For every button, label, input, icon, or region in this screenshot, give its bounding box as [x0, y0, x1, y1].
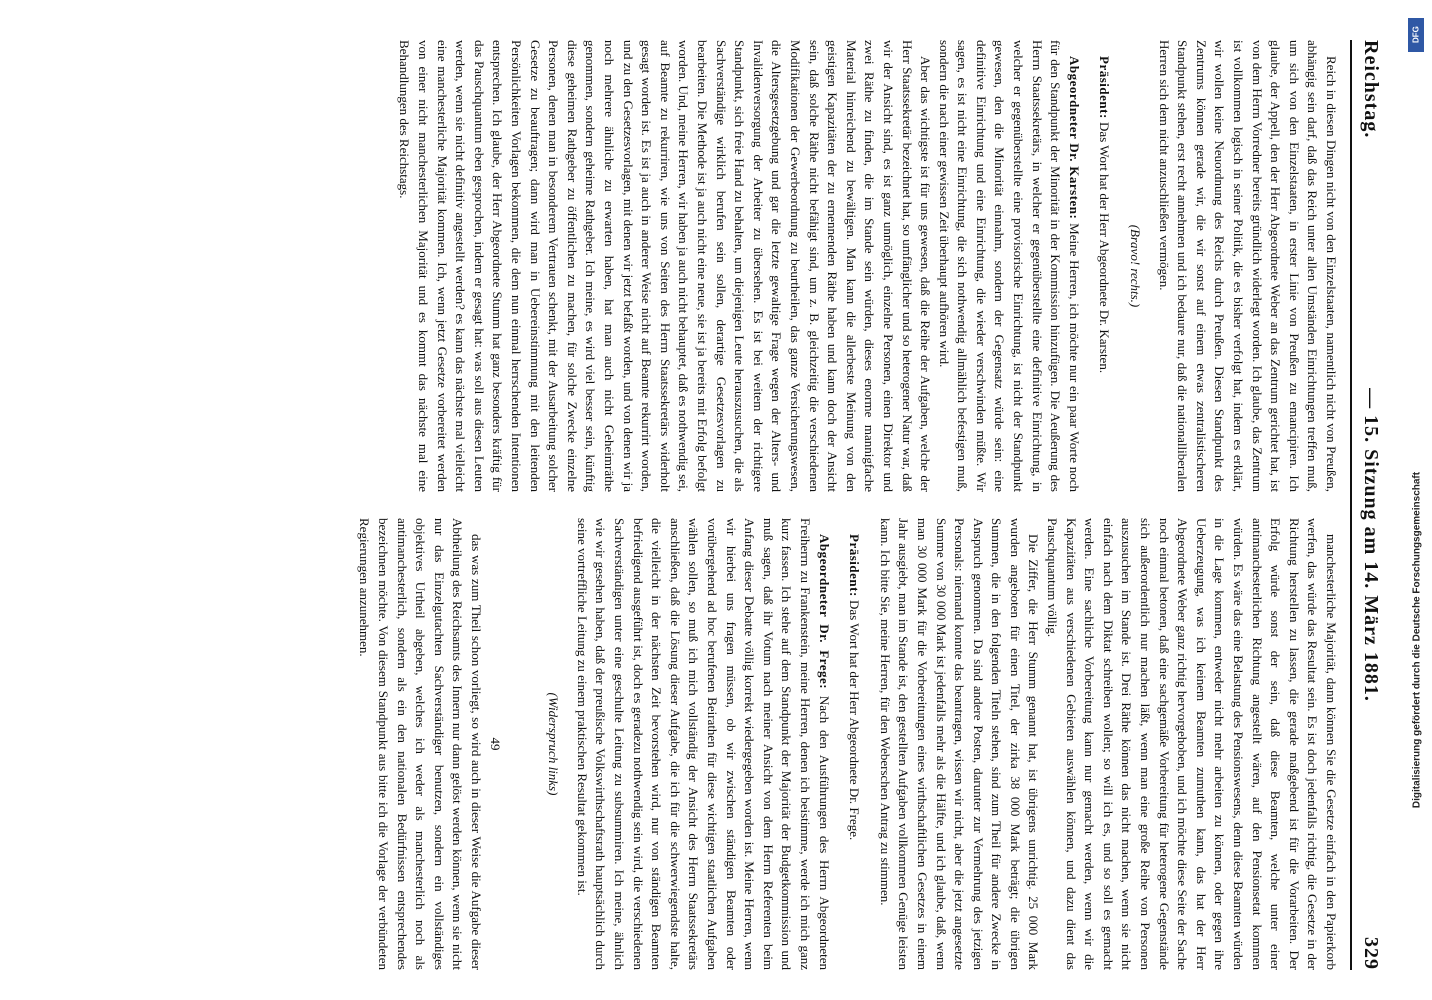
- paragraph-text: (Bravo! rechts.): [1128, 224, 1144, 308]
- paragraph-text: Nach den Ausführungen des Herrn Abgeordneten Freiherrn zu Frankenstein, meine Herren, denen ich beistimme, werde ich mich ganz kurz fassen. Ich stehe auf dem Standpunkt der Majorität der Budgetkommission und muß sagen, daß ihr Votum nach meiner Ansicht von dem Herrn Referenten beim Anfang dieser Debatte völlig korrekt wiedergegeben worden ist. Meine Herren, wenn wir hierbei uns fragen müssen, ob wir zwischen ständigen Beamten oder vorübergehend ad hoc berufenen Beirathen für diese wichtigen staatlichen Aufgaben wählen sollen, so muß ich mich vollständig der Ansicht des Herrn Staatssekretärs anschließen, daß die Lösung dieser Aufgabe, die ich für die schwerwiegendste halte, die vielleicht in der nächsten Zeit bevorstehen wird, nur von ständigen Beamten befriedigend ausgeführt ist, doch es geradezu nothwendig sein wird, die verschiedenen Sachverständigen unter eine geschulte Leitung zu subsummiren. Ich meine, ähnlich wie wir gesehen haben, daß der preußische Volkswirthschaftsrath hauptsächlich durch seine vortreffliche Leitung zu einem praktischen Resultat gekommen ist.: [574, 518, 832, 970]
- paragraph: [875, 518, 1042, 970]
- speaker-label: Präsident:: [847, 534, 863, 597]
- signature-mark: 49: [487, 737, 503, 751]
- text-columns: [20, 40, 1340, 970]
- paragraph-text: Das Wort hat der Herr Abgeordnete Dr. Karsten.: [1097, 122, 1113, 374]
- interjection: [544, 518, 563, 970]
- text-column-left: [20, 40, 1340, 492]
- paragraph-text: Aber das wichtigste ist für uns gewesen, daß die Reihe der Aufgaben, welche der Herr Staatssekretär bezeichnet hat, so umfänglicher und so heterogener Natur war, daß wir der Ansicht sind, es ist ganz unmöglich, einzelne Personen, einen Direktor und zwei Räthe zu finden, die im Stande sein würden, dieses enorme mannigfache Material hinreichend zu bewältigen. Man kann die allerbeste Meinung von den geistigen Kapazitäten der zu ernennenden Räthe haben und kann doch der Ansicht sein, daß solche Räthe nicht befähigt sind, um z. B. gleichzeitig die verschiedenen Modifikationen der Gewerbeordnung zu beurtheilen, das ganze Versicherungswesen, die Altersgesetzgebung und gar die letzte gewaltige Frage wegen der Alters- und Invalidenversorgung der Arbeiter zu übersehen. Es ist bei weitem der richtigere Standpunkt, sich freie Hand zu behalten, um diejenigen Leute herauszusuchen, die als Sachverständige wirklich berufen sein sollen, derartige Gesetzesvorlagen zu bearbeiten. Die Methode ist ja auch nicht eine neue, sie ist ja bereits mit Erfolg befolgt worden. Und, meine Herren, wir haben ja auch nicht behauptet, daß es nothwendig sei, auf Beamte zu rekurriren, wie uns von Seiten des Herrn Staatssekretärs widerholt gesagt worden ist. Es ist ja auch in anderer Weise nicht auf Beamte rekurrirt worden, und zu den Gesetzesvorlagen, mit denen wir jetzt befaßt worden, und von denen wir ja noch mehrere ähnliche zu erwarten haben, hat man auch nicht Geheimräthe genommen, sondern geheime Rathgeber. Ich meine, es wird viel besser sein, künftig diese geheimen Rathgeber zu öffentlichen zu machen, für solche Zwecke einzelne Personen, denen man in besonderem Vertrauen schenkt, mit der Ausarbeitung solcher Gesetze zu beauftragen; dann wird man in Uebereinstimmung mit den leitenden Persönlichkeiten Vorlagen bekommen, die dem nun einmal herrschenden Intentionen entsprechen. Ich glaube, der Herr Abgeordnete Stumm hat ganz besonders kräftig für das Pauschquantum eben gesprochen, indem er gesagt hat: was soll aus diesen Leuten werden, wenn sie nicht definitiv angestellt werden? es kann das nächste mal vielleicht eine manchesterliche Majorität kommen. Ich, wenn jetzt Gesetze vorbereitet werden von einer nicht manchesterlichen Majorität und es kommt das nächste mal eine Behandlungen des Reichstags.: [397, 40, 934, 492]
- page-number: 329: [1360, 937, 1383, 970]
- paragraph-text: (Widerspruch links): [546, 692, 562, 796]
- paragraph-text: manchesterliche Majorität, dann können Sie die Gesetze einfach in den Papierkorb werfen, das würde das Resultat sein. Es ist doch jedenfalls richtig, die Gesetze in der Richtung herstellen zu lassen, die gerade maßgebend ist für die Vorarbeiten. Der Erfolg würde sonst der sein, daß diese Beamten, welche unter einer antimanchesterlichen Richtung angestellt wären, auf den Pensionsetat kommen würden. Es wäre das eine Belastung des Pensionswesens, denn diese Beamten würden in die Lage kommen, entweder nicht mehr arbeiten zu können, oder gegen ihre Ueberzeugung, was ich keinem Beamten zumuthen kann, das hat der Herr Abgeordnete Weber ganz richtig hervorgehoben, und ich möchte diese Seite der Sache noch einmal betonen, daß eine sachgemäße Vorbereitung für heterogene Gegenstände sich außerordentlich nur machen läßt, wenn man eine große Reihe von Personen auszusuchen im Stande ist. Drei Räthe können das nicht machen, wenn sie nicht einfach nach dem Diktat schreiben wollen; so will ich es, und so soll es gemacht werden. Eine sachliche Vorbereitung kann nur gemacht werden, wenn wir die Kapazitäten aus verschiedenen Gebieten auswählen können, und dazu dient das Pauschquantum völlig.: [1045, 518, 1339, 970]
- paragraph: [1095, 40, 1114, 492]
- paragraph-text: Das Wort hat der Herr Abgeordnete Dr. Frege.: [847, 600, 863, 841]
- paragraph-text: Die Ziffer, die Herr Stumm genannt hat, ist übrigens unrichtig. 25 000 Mark wurden angeboten für einen Titel, der zirka 38 000 Mark beträgt; die übrigen Summen, die in den folgenden Titeln stehen, sind zum Theil für andere Zwecke in Anspruch genommen. Da sind andere Posten, darunter zur Vermehrung des jetzigen Personals: niemand konnte das beantragen, wissen wir nicht, aber die jetzt angesetzte Summe von 30 000 Mark ist jedenfalls mehr als die Hälfte, und ich glaube, daß, wenn man 30 000 Mark für die Vorbereitungen eines wirthschaftlichen Gesetzes in einem Jahr ausgiebt, man im Stande ist, den gestellten Aufgaben vollkommen Genüge leisten kann. Ich bitte Sie, meine Herren, für den Weberschen Antrag zu stimmen.: [877, 518, 1042, 970]
- text-column-right: [20, 518, 1340, 970]
- credit-strip: [1404, 0, 1430, 1000]
- paragraph: [1154, 40, 1340, 492]
- paragraph: [572, 518, 832, 970]
- paragraph: [845, 518, 864, 970]
- paragraph-text: das was zum Theil schon vorliegt, so wird auch in dieser Weise die Aufgabe dieser Abtheilung des Reichsamts des Innern nur dann gelöst werden können, wenn sie nicht nur das Einzelgutachten Sachverständiger benutzen, sondern ein vollständiges objektives Urtheil abgeben, welches ich weder als manchesterlich noch als antimanchesterlich, sondern als ein den nationalen Bedürfnissen entsprechendes bezeichnen möchte. Von diesem Standpunkt aus bitte ich die Vorlage der verbündeten Regierungen anzunehmen.: [357, 518, 485, 970]
- interjection: [1125, 40, 1144, 492]
- speaker-label: Abgeordneter Dr. Karsten:: [1066, 56, 1082, 220]
- header-left: Reichstag.: [1360, 40, 1383, 139]
- speaker-label: Abgeordneter Dr. Frege:: [816, 534, 832, 690]
- header-title: — 15. Sitzung am 14. März 1881.: [1360, 388, 1383, 702]
- credit-text: Digitalisierung gefördert durch die Deutsche Forschungsgemeinschaft: [1411, 471, 1423, 809]
- dfg-logo: DFG: [1408, 18, 1424, 52]
- paragraph: [355, 518, 485, 970]
- paragraph: [395, 40, 934, 492]
- paragraph-text: Reich in diesen Dingen nicht von den Einzelstaaten, namentlich nicht von Preußen, abhängig sein darf, daß das Reich unter allen Umständen Einrichtungen treffen muß, um sich von den Einzelstaaten, in erster Linie von Preußen zu emancipiren. Ich glaube, der Appell, den der Herr Abgeordnete Weber an das Zentrum gerichtet hat, ist von dem Herrn Vorredner bereits gründlich widerlegt worden. Ich glaube, das Zentrum ist vollkommen logisch in seiner Politik, die es bisher verfolgt hat, indem es erklärt, wir wollen keine Neuordnung des Reichs durch Preußen. Diesen Standpunkt des Zentrums können gerade wir, die wir sonst auf einem etwas zentralistischeren Standpunkt stehen, erst recht annehmen und ich bedaure nur, daß die nationalliberalen Herren sich dem nicht anzuschließen vermögen.: [1156, 40, 1339, 492]
- paragraph-text: Meine Herren, ich möchte nur ein paar Worte noch für den Standpunkt der Minorität in der Kommission hinzufügen. Die Aeußerung des Herrn Staatssekretärs, in welcher er gegenüberstellte eine definitive Einrichtung, in welcher er gegenüberstellte eine provisorische Einrichtung, ist nicht der Standpunkt gewesen, den die Minorität einnahm, sondern der Gegensatz würde sein: eine definitive Einrichtung und eine Einrichtung, die wieder verschwinden müßte. Wir sagen, es ist nicht eine Einrichtung, die sich nothwendig allmählich befestigen muß, sondern die nach einer gewissen Zeit überhaupt aufhören wird.: [936, 40, 1082, 492]
- paragraph: [1043, 518, 1341, 970]
- page-header: [1350, 40, 1390, 970]
- speaker-label: Präsident:: [1097, 56, 1113, 119]
- paragraph: [934, 40, 1083, 492]
